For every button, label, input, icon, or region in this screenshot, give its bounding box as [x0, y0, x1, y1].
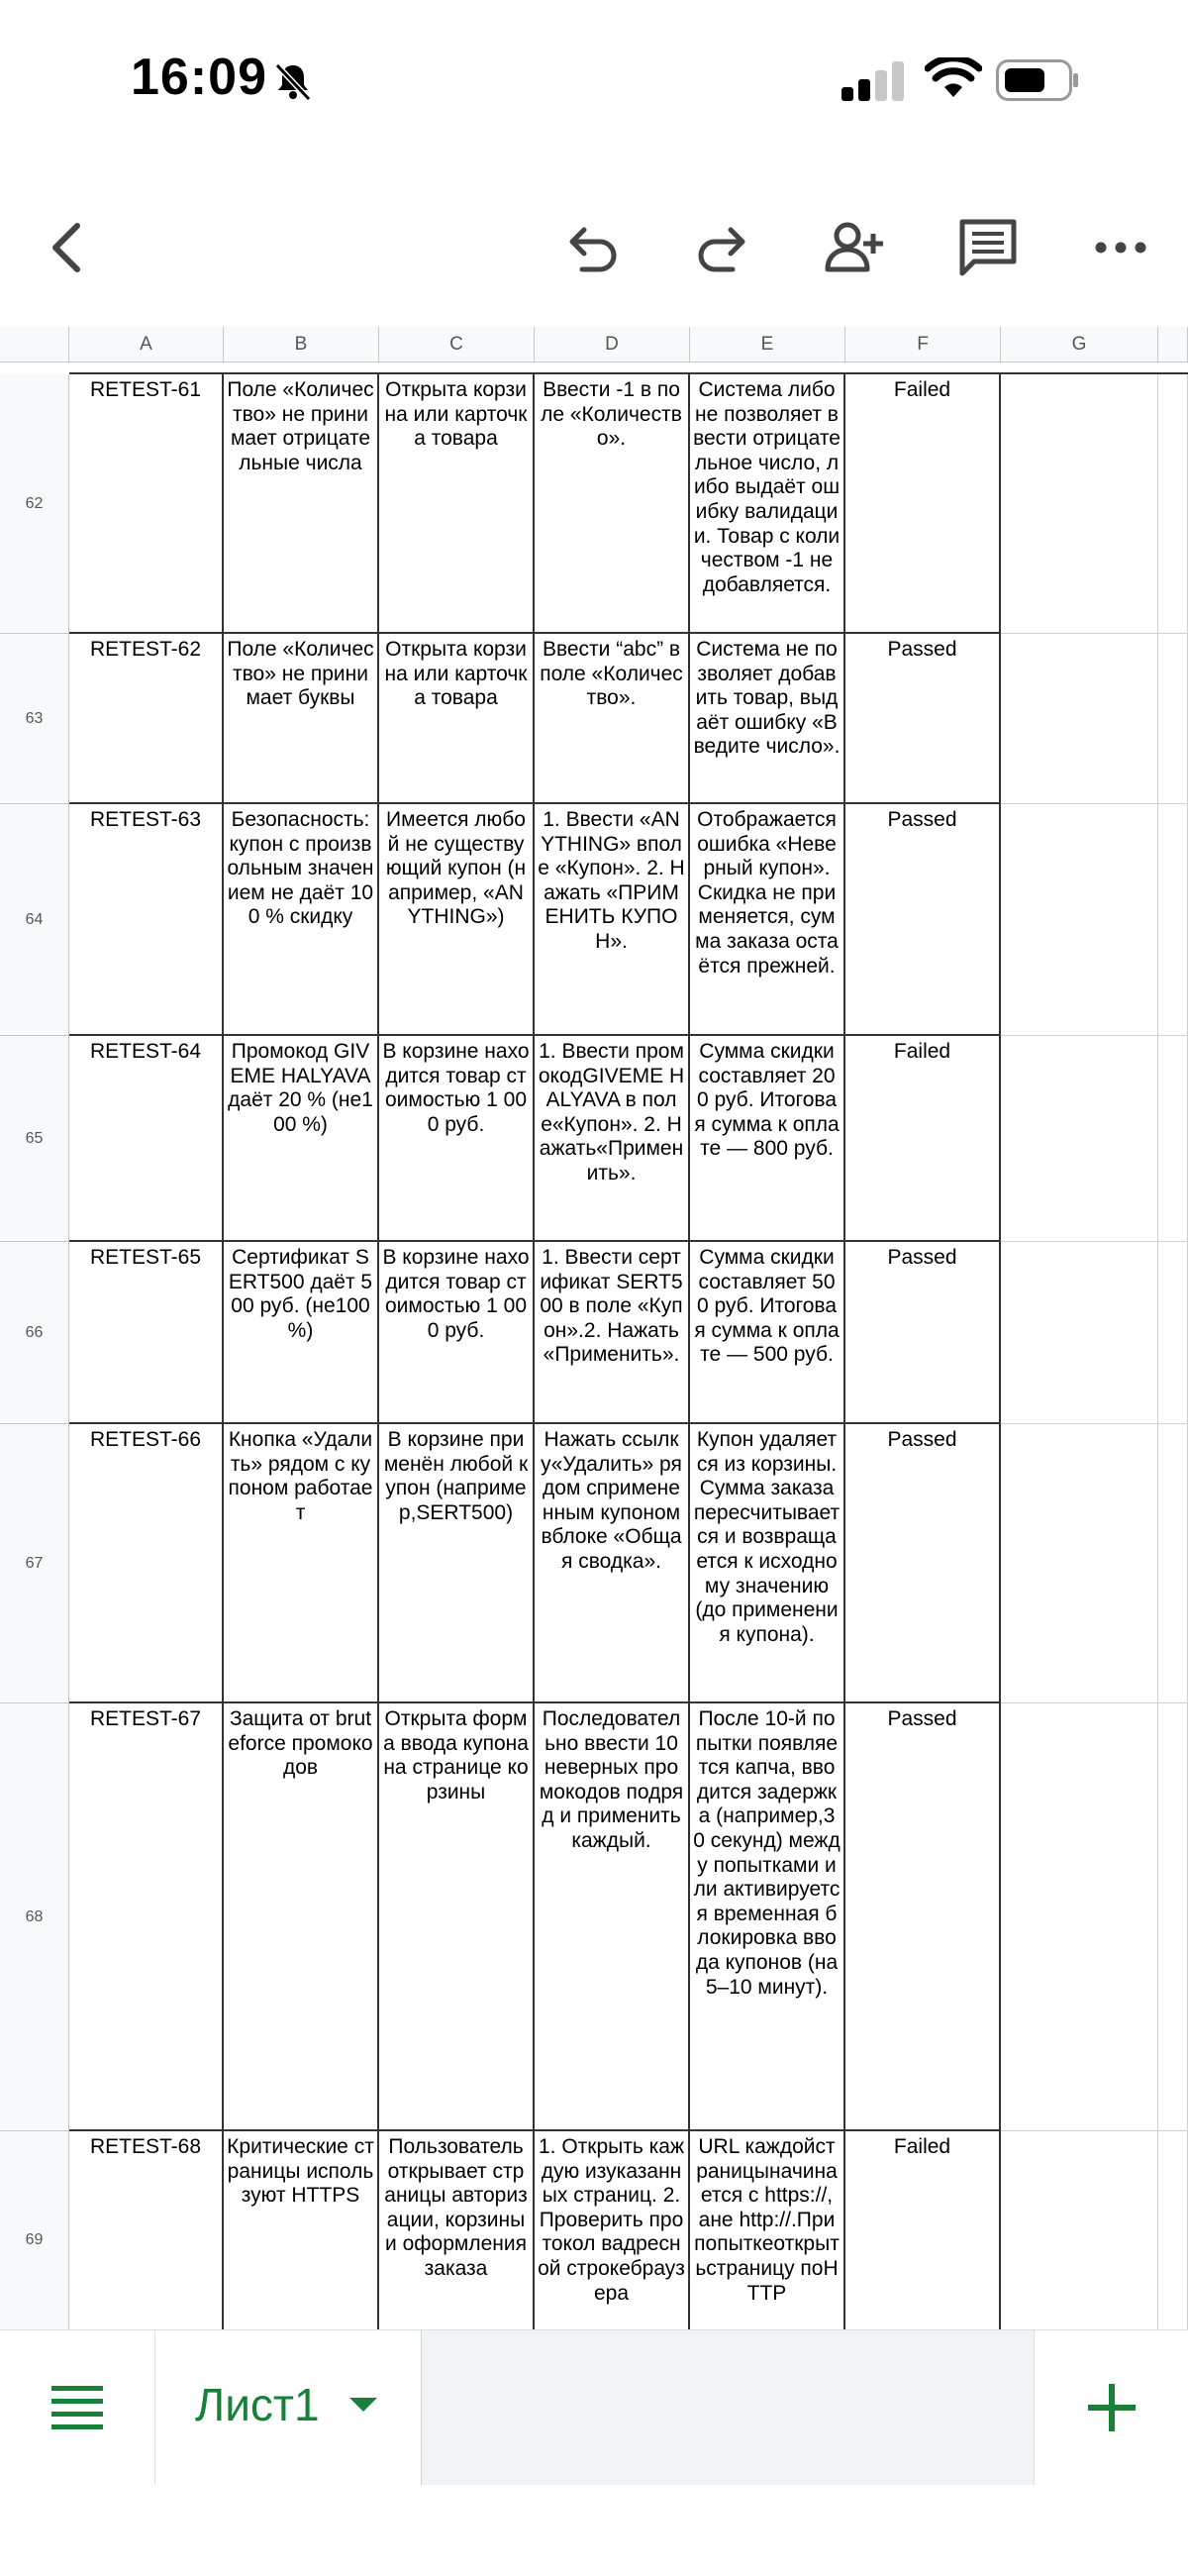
column-header-g[interactable]: G: [1001, 327, 1158, 362]
back-icon[interactable]: [36, 216, 99, 279]
add-sheet-icon: [1088, 2384, 1136, 2431]
cell-a[interactable]: RETEST-63: [69, 804, 224, 1036]
cell-c[interactable]: Открыта корзина или карточка товара: [379, 374, 535, 634]
cell-e[interactable]: Сумма скидки составляет 500 руб. Итоговая сумма к оплате — 500 руб.: [690, 1242, 845, 1424]
cell-a[interactable]: RETEST-64: [69, 1036, 224, 1242]
cell-a[interactable]: RETEST-65: [69, 1242, 224, 1424]
cell-e[interactable]: Отображается ошибка «Неверный купон». Скидка не применяется, сумма заказа остаётся прежней.: [690, 804, 845, 1036]
wifi-icon: [925, 57, 982, 101]
column-header-c[interactable]: C: [379, 327, 535, 362]
cell-f[interactable]: Failed: [845, 374, 1001, 634]
cellular-signal-icon: [842, 61, 907, 101]
cell-c[interactable]: В корзине находится товар стоимостью 1 000 руб.: [379, 1242, 535, 1424]
cell-e[interactable]: Система либо не позволяет ввести отрицательное число, либо выдаёт ошибку валидации. Товар с количеством -1 не добавляется.: [690, 374, 845, 634]
add-person-icon[interactable]: [822, 216, 885, 279]
cell-f[interactable]: Passed: [845, 1242, 1001, 1424]
cell-partial[interactable]: [1158, 634, 1188, 804]
cell-g[interactable]: [1001, 1036, 1158, 1242]
sheet-bar: [0, 2329, 1188, 2485]
cell-g[interactable]: [1001, 2131, 1158, 2329]
cell-partial[interactable]: [1158, 804, 1188, 1036]
cell-partial[interactable]: [1158, 1242, 1188, 1424]
cell-e[interactable]: Сумма скидки составляет 200 руб. Итоговая сумма к оплате — 800 руб.: [690, 1036, 845, 1242]
add-sheet-button[interactable]: [1034, 2330, 1188, 2485]
cell-d[interactable]: 1. Ввести промокодGIVEME HALYAVA в поле«Купон». 2. Нажать«Применить».: [535, 1036, 690, 1242]
cell-b[interactable]: Сертификат SERT500 даёт 500 руб. (не100 %): [224, 1242, 379, 1424]
cell-g[interactable]: [1001, 1424, 1158, 1703]
cell-b[interactable]: Кнопка «Удалить» рядом с купоном работает: [224, 1424, 379, 1703]
spreadsheet-grid[interactable]: [0, 327, 1188, 2329]
dropdown-caret-icon[interactable]: [349, 2398, 377, 2412]
cell-e[interactable]: URL каждойстраницыначинается с https://, ане http://.При попыткеоткрытьстраницу поHTTP: [690, 2131, 845, 2329]
cell-f[interactable]: Failed: [845, 1036, 1001, 1242]
cell-a[interactable]: RETEST-67: [69, 1703, 224, 2131]
sheet-tab-label: Лист1: [195, 2379, 320, 2430]
row-header[interactable]: 62: [0, 374, 69, 634]
cell-a[interactable]: RETEST-66: [69, 1424, 224, 1703]
cell-g[interactable]: [1001, 374, 1158, 634]
cell-a[interactable]: RETEST-62: [69, 634, 224, 804]
cell-g[interactable]: [1001, 804, 1158, 1036]
comment-icon[interactable]: [956, 216, 1020, 279]
cell-d[interactable]: 1. Ввести сертификат SERT500 в поле «Купон».2. Нажать «Применить».: [535, 1242, 690, 1424]
cell-f[interactable]: Passed: [845, 1703, 1001, 2131]
cell-d[interactable]: Ввести -1 в поле «Количество».: [535, 374, 690, 634]
cell-partial[interactable]: [1158, 2131, 1188, 2329]
battery-icon: [996, 59, 1079, 101]
cell-partial[interactable]: [1158, 1703, 1188, 2131]
cell-partial[interactable]: [1158, 1036, 1188, 1242]
status-bar: [0, 0, 1188, 158]
sheets-menu-icon: [51, 2386, 103, 2429]
cell-b[interactable]: Поле «Количество» не принимает буквы: [224, 634, 379, 804]
row-header[interactable]: 63: [0, 634, 69, 804]
cell-f[interactable]: Passed: [845, 1424, 1001, 1703]
cell-d[interactable]: Нажать ссылку«Удалить» рядом спримененным купоном вблоке «Общая сводка».: [535, 1424, 690, 1703]
row-header[interactable]: 66: [0, 1242, 69, 1424]
cell-a[interactable]: RETEST-68: [69, 2131, 224, 2329]
cell-d[interactable]: Ввести “abc” в поле «Количество».: [535, 634, 690, 804]
cell-c[interactable]: В корзине применён любой купон (например,SERT500): [379, 1424, 535, 1703]
cell-e[interactable]: Купон удаляется из корзины.Сумма заказа пересчитывается и возвращается к исходному значению (до применения купона).: [690, 1424, 845, 1703]
redo-icon[interactable]: [691, 216, 754, 279]
cell-g[interactable]: [1001, 634, 1158, 804]
column-header-b[interactable]: B: [224, 327, 379, 362]
column-header-e[interactable]: E: [690, 327, 845, 362]
cell-d[interactable]: 1. Ввести «ANYTHING» вполе «Купон». 2. Нажать «ПРИМЕНИТЬ КУПОН».: [535, 804, 690, 1036]
cell-c[interactable]: Открыта форма ввода купона на странице корзины: [379, 1703, 535, 2131]
cell-c[interactable]: Открыта корзина или карточка товара: [379, 634, 535, 804]
cell-b[interactable]: Безопасность: купон с произвольным значением не даёт 100 % скидку: [224, 804, 379, 1036]
cell-b[interactable]: Защита от bruteforce промокодов: [224, 1703, 379, 2131]
cell-c[interactable]: В корзине находится товар стоимостью 1 000 руб.: [379, 1036, 535, 1242]
row-header[interactable]: 68: [0, 1703, 69, 2131]
column-header-a[interactable]: A: [69, 327, 224, 362]
cell-b[interactable]: Поле «Количество» не принимает отрицательные числа: [224, 374, 379, 634]
cell-c[interactable]: Имеется любой не существующий купон (например, «ANYTHING»): [379, 804, 535, 1036]
cell-b[interactable]: Промокод GIVEME HALYAVA даёт 20 % (не100 %): [224, 1036, 379, 1242]
cell-e[interactable]: Система не позволяет добавить товар, выдаёт ошибку «Введите число».: [690, 634, 845, 804]
column-header-d[interactable]: D: [535, 327, 690, 362]
cell-f[interactable]: Passed: [845, 804, 1001, 1036]
cell-a[interactable]: RETEST-61: [69, 374, 224, 634]
cell-partial[interactable]: [1158, 1424, 1188, 1703]
status-time: 16:09: [131, 49, 267, 106]
bell-slash-icon: [271, 59, 315, 103]
cell-g[interactable]: [1001, 1703, 1158, 2131]
row-header[interactable]: 69: [0, 2131, 69, 2329]
sheet-tab[interactable]: [155, 2330, 422, 2485]
row-header[interactable]: 65: [0, 1036, 69, 1242]
cell-c[interactable]: Пользователь открывает страницы авторизации, корзины и оформления заказа: [379, 2131, 535, 2329]
undo-icon[interactable]: [560, 216, 624, 279]
cell-b[interactable]: Критические страницы используют HTTPS: [224, 2131, 379, 2329]
column-header-f[interactable]: F: [845, 327, 1001, 362]
row-header[interactable]: 67: [0, 1424, 69, 1703]
sheets-menu-button[interactable]: [0, 2330, 155, 2485]
column-header-partial[interactable]: [1158, 327, 1188, 362]
cell-d[interactable]: Последовательно ввести 10 неверных промокодов подряд и применить каждый.: [535, 1703, 690, 2131]
cell-d[interactable]: 1. Открыть каждую изуказанных страниц. 2.Проверить протокол вадресной строкебраузера: [535, 2131, 690, 2329]
cell-partial[interactable]: [1158, 374, 1188, 634]
more-icon[interactable]: [1089, 216, 1152, 279]
previous-row-stub: [69, 362, 1188, 374]
select-all-corner[interactable]: [0, 327, 69, 362]
cell-f[interactable]: Failed: [845, 2131, 1001, 2329]
cell-e[interactable]: После 10-й попытки появляется капча, вводится задержка (например,30 секунд) между попытками или активируется временная блокировка ввода купонов (на 5–10 минут).: [690, 1703, 845, 2131]
cell-f[interactable]: Passed: [845, 634, 1001, 804]
cell-g[interactable]: [1001, 1242, 1158, 1424]
row-header[interactable]: 64: [0, 804, 69, 1036]
